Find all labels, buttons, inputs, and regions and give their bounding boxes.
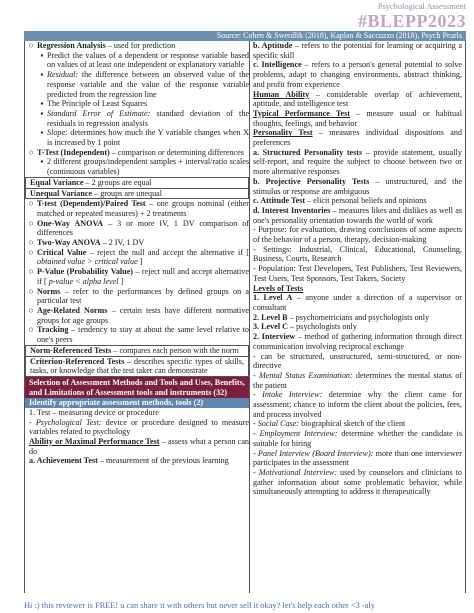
levels-heading: Levels of Tests	[253, 283, 304, 293]
term: Unequal Variance	[30, 188, 93, 198]
definition: – reject null and accept alternative if [	[37, 267, 249, 286]
term: T-Test (Independent)	[37, 147, 110, 157]
definition: determine whether the candidate is suitable for hiring	[253, 429, 462, 448]
definition: determines how much the Y variable changes when X is increased by 1 point	[47, 128, 249, 148]
norm-referenced-box	[25, 345, 249, 357]
square-bullet-icon: ▪	[40, 70, 44, 80]
term: b. Aptitude	[253, 41, 293, 50]
paragraph	[253, 332, 462, 351]
paragraph	[253, 371, 462, 390]
definition: more than one interviewer participates in the assessment	[253, 448, 462, 468]
definition: – certain tests have different normative groups for age groups	[37, 305, 249, 325]
definition: – method of gathering information through direct communication involving reciprocal exchange	[253, 332, 463, 351]
definition: – 2 IV, 1 DV	[100, 238, 145, 248]
header-title: #BLEPP2023	[357, 11, 466, 31]
list-item	[25, 70, 249, 99]
paragraph	[253, 128, 462, 147]
list-item	[25, 148, 249, 158]
term: Criterion-Referenced Tests	[30, 356, 125, 366]
term: One-Way ANOVA	[37, 218, 104, 228]
term: Typical Performance Test	[253, 108, 350, 118]
term: - Intake Interview:	[253, 390, 323, 400]
paragraph	[253, 196, 462, 206]
term: - Psychological Test:	[29, 417, 102, 427]
term: 2. Level B	[253, 312, 288, 322]
subsection-heading: Identify appropriate assessment methods, tools (2)	[25, 398, 249, 408]
term: Ability or Maximal Performance Test	[29, 436, 160, 446]
paragraph	[253, 390, 462, 419]
definition: – tendency to stay at about the same level relative to one's peers	[37, 325, 249, 345]
term: - Social Case:	[253, 419, 300, 429]
definition: – one groups nominal (either matched or repeated measures) + 2 treatments	[37, 199, 249, 218]
term: 1. Level A	[253, 293, 293, 303]
list-item	[25, 219, 249, 238]
circle-bullet-icon: ○	[28, 305, 34, 315]
definition: determine why the client came for assessment; chance to inform the client about the policies, fees, and process involved	[253, 390, 462, 419]
section-heading: Selection of Assessment Methods and Tools and Uses, Benefits, and Limitations of Assessment tools and instruments (32)	[25, 377, 249, 398]
circle-bullet-icon: ○	[28, 238, 34, 248]
definition: determines the mental status of the patient	[253, 370, 463, 390]
term: T-test (Dependent)/Paired Test	[37, 199, 146, 209]
term: Norms	[37, 286, 61, 296]
paragraph	[253, 293, 462, 312]
term: Human Ability	[253, 89, 310, 99]
list-item	[25, 238, 249, 248]
list-item	[25, 41, 249, 51]
term: c. Intelligence	[253, 60, 302, 70]
paragraph: - can be structured, unstructured, semi-structured, or non-directive	[253, 351, 462, 371]
definition: used by counselors and clinicians to gather information about some problematic behavior, while simultaneously attempting to address it therapeutically	[253, 467, 462, 497]
definition: – used for prediction	[105, 41, 176, 50]
paragraph	[253, 177, 462, 196]
source-bar	[24, 31, 466, 41]
term: Two-Way ANOVA	[37, 238, 101, 248]
circle-bullet-icon: ○	[28, 147, 34, 157]
term: - Employment Interview:	[253, 429, 338, 439]
equal-variance-box	[25, 177, 249, 189]
list-item	[25, 248, 249, 267]
square-bullet-icon: ▪	[40, 128, 44, 138]
paragraph	[253, 109, 462, 128]
circle-bullet-icon: ○	[28, 199, 34, 209]
paragraph	[253, 429, 462, 448]
definition: – measurement of the previous learning	[97, 456, 229, 466]
list-item	[25, 199, 249, 218]
list-item	[25, 109, 249, 128]
definition: – reject the null and accept the alternative if [	[86, 247, 249, 257]
definition: – refers to the potential for learning or acquiring a specific skill	[253, 41, 462, 60]
list-item	[25, 287, 249, 306]
definition: device or procedure designed to measure variables related to psychology	[29, 417, 249, 437]
term: Personality Test	[253, 128, 313, 138]
term: - Motivational Interview:	[253, 467, 338, 477]
definition: – groups are unequal	[92, 188, 163, 198]
right-column	[249, 41, 466, 593]
definition: – measures individual dispositions and preferences	[253, 128, 462, 148]
paragraph: - Settings: Industrial, Clinical, Educational, Counseling, Business, Courts, Research	[253, 244, 462, 264]
term: c. Attitude Test	[253, 196, 306, 206]
term: 3. Level C	[253, 322, 288, 332]
term: Critical Value	[37, 247, 87, 257]
paragraph: - Purpose: for evaluation, drawing conclusions of some aspects of the behavior of a person, therapy, decision-making	[253, 225, 462, 245]
circle-bullet-icon: ○	[28, 286, 34, 296]
list-item	[25, 306, 249, 325]
definition: – describes specific types of skills, tasks, or knowledge that the test taker can demonstrate	[30, 356, 244, 376]
definition: – refer to the performances by defined groups on a particular test	[37, 286, 249, 306]
unequal-variance-box	[25, 189, 249, 200]
paragraph	[253, 148, 462, 177]
square-bullet-icon: ▪	[40, 108, 44, 118]
paragraph: - Population: Test Developers, Test Publishers, Test Reviewers, Test Users, Test Sponsors, Test Takers, Society	[253, 264, 462, 283]
term: d. Interest Inventories	[253, 205, 331, 215]
footer-note: Hi :) this reviewer is FREE! u can share it with others but never sell it okay? let's help each other <3 -aly	[24, 601, 375, 610]
formula: obtained value > critical value	[37, 257, 138, 267]
term: - Mental Status Examination:	[253, 370, 353, 380]
list-item	[25, 99, 249, 109]
left-column	[24, 41, 249, 593]
paragraph: 1. Test – measuring device or procedure	[29, 407, 159, 417]
term: - Panel Interview (Board Interview):	[253, 448, 374, 458]
paragraph	[253, 206, 462, 225]
definition: ]	[118, 276, 124, 286]
definition: The Principle of Least Squares	[47, 99, 148, 109]
paragraph	[253, 60, 462, 89]
paragraph	[253, 449, 462, 468]
definition: – comparison or determining differences	[109, 147, 244, 157]
term: P-Value (Probability Value)	[37, 267, 134, 277]
header-subtitle: Psychological Assessment	[377, 2, 466, 11]
square-bullet-icon: ▪	[40, 99, 44, 109]
list-item	[25, 325, 249, 344]
term: Tracking	[37, 325, 69, 335]
paragraph	[25, 456, 249, 466]
term: b. Projective Personality Tests	[253, 176, 370, 186]
term: Regression Analysis	[37, 41, 106, 50]
definition: – elicit personal beliefs and opinions	[305, 196, 427, 206]
paragraph	[253, 419, 462, 429]
paragraph	[253, 468, 462, 497]
definition: standard deviation of the residuals in regression analysis	[47, 108, 249, 128]
paragraph	[253, 322, 462, 332]
definition: 2 different groups/independent samples + interval/ratio scales (continuous variables)	[47, 157, 249, 177]
definition: – unstructured, and the stimulus or response are ambiguous	[253, 176, 462, 196]
list-item	[25, 157, 249, 176]
definition: – provide statement, usually self-report, and require the subject to choose between two or more alternative responses	[253, 147, 462, 177]
definition: ]	[137, 257, 143, 267]
term: Equal Variance	[30, 177, 84, 187]
circle-bullet-icon: ○	[28, 247, 34, 257]
definition: the difference between an observed value of the response variable and the value of the response variable predicted from the regression line	[47, 70, 249, 99]
definition: – anyone under a direction of a supervisor or consultant	[253, 293, 462, 312]
circle-bullet-icon: ○	[28, 267, 34, 277]
definition: – considerable overlap of achievement, aptitude, and intelligence test	[253, 89, 462, 109]
paragraph	[25, 437, 249, 456]
square-bullet-icon: ▪	[40, 157, 44, 167]
definition: – psychologists only	[287, 322, 357, 332]
definition: – refers to a person's general potential to solve problems, adapt to changing environments, abstract thinking, and profit from experience	[253, 60, 462, 89]
formula: p-value < alpha level	[48, 276, 119, 286]
definition: – psychometricians and psychologists only	[287, 312, 430, 322]
paragraph	[253, 41, 462, 60]
definition: – measures likes and dislikes as well as one's personality orientation towards the world of work	[253, 205, 462, 225]
circle-bullet-icon: ○	[28, 41, 34, 50]
term: a. Achievement Test	[29, 456, 98, 466]
paragraph	[253, 313, 462, 323]
term: Age-Related Norms	[37, 305, 108, 315]
definition: – 3 or more IV, 1 DV comparison of differences	[37, 218, 249, 238]
circle-bullet-icon: ○	[28, 218, 34, 228]
term: Norm-Referenced Tests	[30, 345, 112, 355]
criterion-referenced-box	[25, 357, 249, 377]
term: Standard Error of Estimate:	[47, 108, 151, 118]
term: Residual:	[47, 70, 79, 80]
circle-bullet-icon: ○	[28, 325, 34, 335]
paragraph	[25, 418, 249, 437]
term: 2. Interview	[253, 332, 296, 342]
source-text: Source: Cohen & Swerdlik (2018), Kaplan & Saccuzzo (2018), Psych Pearls	[216, 31, 462, 40]
definition: biographical sketch of the client	[299, 419, 406, 429]
definition: – 2 groups are equal	[83, 177, 152, 187]
list-item	[25, 51, 249, 70]
term: Slope:	[47, 128, 68, 138]
definition: – measure usual or habitual thoughts, feelings, and behavior	[253, 108, 462, 128]
list-item	[25, 267, 249, 286]
definition: – assess what a person can do	[29, 436, 249, 456]
list-item	[25, 128, 249, 147]
square-bullet-icon: ▪	[40, 50, 44, 60]
definition: – compares each person with the norm	[111, 345, 239, 355]
term: a. Structured Personality tests	[253, 147, 363, 157]
definition: Predict the values of a dependent or response variable based on values of at least one independent or explanatory variable	[47, 50, 249, 70]
paragraph	[253, 90, 462, 109]
